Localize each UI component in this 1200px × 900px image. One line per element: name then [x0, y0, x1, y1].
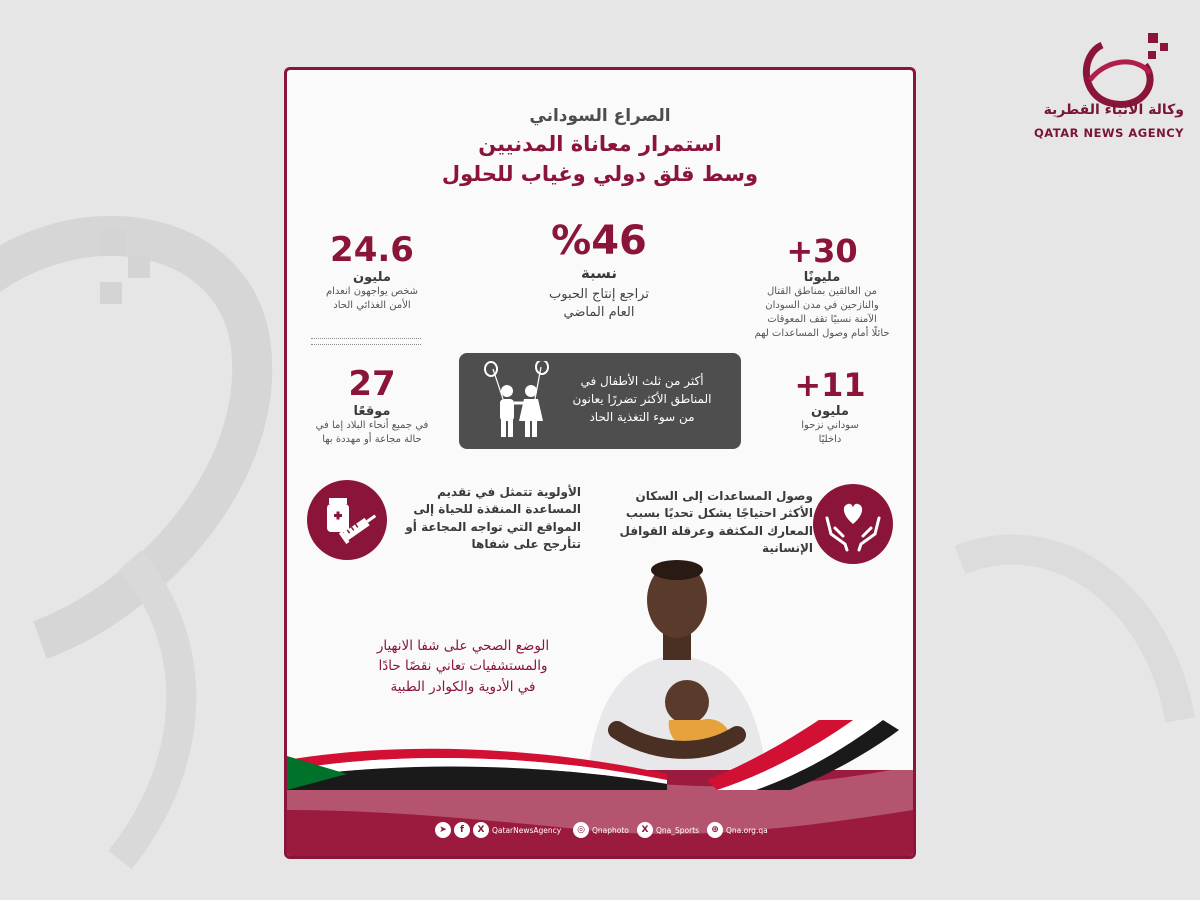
social-item-website[interactable]	[707, 822, 768, 838]
infographic-poster	[284, 67, 916, 859]
social-handle-qatarnewsagency[interactable]: QatarNewsAgency	[492, 825, 562, 835]
stat-famine-sites-desc2: حالة مجاعة أو مهددة بها	[322, 434, 422, 445]
stat-food-insecure-desc2: الأمن الغذائي الحاد	[333, 300, 411, 311]
telegram-icon[interactable]: ➤	[435, 822, 451, 838]
stat-famine-sites-desc1: في جميع أنحاء البلاد إما في	[315, 420, 429, 431]
poster-title-line1: استمرار معاناة المدنيين	[478, 132, 722, 156]
stat-displaced-desc1: سوداني نزحوا	[801, 420, 859, 431]
priority-text	[391, 484, 581, 554]
stat-food-insecure	[317, 230, 427, 313]
aid-access-line4: الإنسانية	[762, 541, 813, 556]
priority-icon-circle	[307, 480, 387, 560]
stat-trapped	[747, 232, 897, 341]
social-handle-qnasports[interactable]: Qna_Sports	[656, 825, 700, 835]
aid-icon-circle	[813, 484, 893, 564]
medicine-syringe-icon	[307, 480, 387, 560]
stat-grain-drop	[509, 218, 689, 322]
children-malnutrition-box	[459, 353, 741, 449]
stat-trapped-desc1: من العالقين بمناطق القتال	[766, 286, 878, 297]
health-situation-text	[345, 636, 581, 697]
stat-food-insecure-value: 24.6	[330, 230, 414, 270]
poster-title-line2: وسط قلق دولي وغياب للحلول	[441, 162, 759, 186]
health-line2: والمستشفيات تعاني نقصًا حادًا	[378, 658, 548, 675]
stat-trapped-unit: مليونًا	[803, 270, 841, 285]
website-link[interactable]: Qna.org.qa	[726, 825, 768, 835]
children-line2: المناطق الأكثر تضررًا يعانون	[572, 392, 712, 406]
stat-trapped-desc4: حائلًا أمام وصول المساعدات لهم	[754, 328, 890, 339]
health-line3: في الأدوية والكوادر الطبية	[390, 678, 536, 695]
instagram-icon[interactable]: ◎	[573, 822, 589, 838]
facebook-icon[interactable]: f	[454, 822, 470, 838]
stat-food-insecure-desc1: شخص يواجهون انعدام	[325, 286, 419, 297]
social-handle-qnaphoto[interactable]: Qnaphoto	[592, 825, 629, 835]
stat-grain-drop-unit: نسبة	[580, 264, 618, 282]
stat-grain-drop-desc2: العام الماضي	[563, 305, 635, 321]
aid-access-line2: الأكثر احتياجًا يشكل تحديًا بسبب	[625, 506, 813, 521]
social-item-qatarnewsagency[interactable]	[435, 822, 561, 838]
aid-access-line1: وصول المساعدات إلى السكان	[635, 489, 813, 503]
x-icon[interactable]: X	[473, 822, 489, 838]
qna-name-english: QATAR NEWS AGENCY	[1033, 126, 1184, 140]
stat-famine-sites	[309, 364, 435, 447]
children-malnutrition-text	[553, 372, 731, 426]
stat-displaced	[775, 366, 885, 447]
stat-trapped-desc2: والنازحين في مدن السودان	[765, 300, 879, 311]
stat-displaced-value: +11	[794, 366, 866, 404]
qna-name-arabic: وكالة الأنباء القطرية	[1043, 102, 1184, 118]
aid-access-text	[603, 488, 813, 558]
dotted-divider	[311, 338, 421, 339]
stat-famine-sites-value: 27	[348, 364, 396, 404]
globe-icon[interactable]: ⊕	[707, 822, 723, 838]
children-balloons-icon	[477, 361, 561, 441]
children-line3: من سوء التغذية الحاد	[589, 410, 695, 424]
priority-line4: تتأرجح على شفاها	[471, 537, 581, 552]
social-item-qnaphoto[interactable]	[573, 822, 629, 838]
health-line1: الوضع الصحي على شفا الانهيار	[376, 638, 550, 654]
stat-displaced-unit: مليون	[811, 404, 849, 419]
poster-subtitle: الصراع السوداني	[529, 106, 671, 126]
dotted-divider	[311, 344, 421, 345]
priority-line3: المواقع التي تواجه المجاعة أو	[405, 519, 581, 534]
stat-displaced-desc2: داخليًا	[818, 434, 842, 445]
x-icon[interactable]: X	[637, 822, 653, 838]
sudan-flag-stripes	[287, 720, 913, 790]
stat-food-insecure-unit: مليون	[353, 270, 391, 285]
social-item-qnasports[interactable]	[637, 822, 699, 838]
stat-trapped-desc3: الآمنة نسبيًا تقف المعوقات	[767, 314, 877, 325]
stat-grain-drop-desc1: تراجع إنتاج الحبوب	[549, 287, 649, 302]
heart-hands-icon	[813, 484, 893, 564]
stat-famine-sites-unit: موقعًا	[353, 404, 391, 419]
stat-trapped-value: +30	[786, 232, 858, 270]
priority-line2: المساعدة المنقذة للحياة إلى	[413, 502, 581, 517]
children-line1: أكثر من ثلث الأطفال في	[580, 374, 704, 388]
priority-line1: الأولوية تتمثل في تقديم	[437, 485, 581, 499]
aid-access-line3: المعارك المكثفة وعرقلة القوافل	[619, 523, 813, 538]
stat-grain-drop-value: %46	[551, 218, 647, 264]
